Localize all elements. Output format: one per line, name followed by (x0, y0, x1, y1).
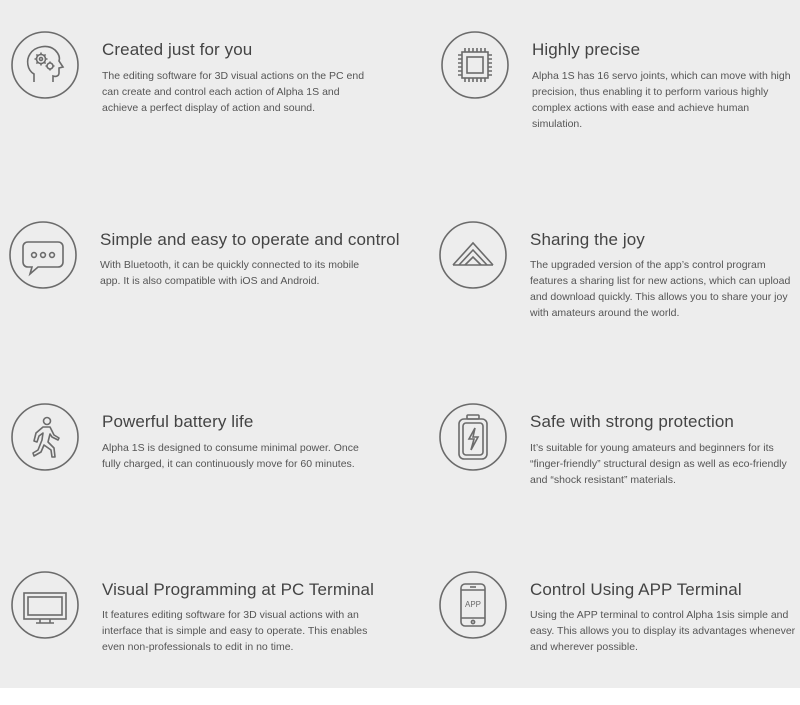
feature-title: Safe with strong protection (530, 412, 734, 431)
chat-bubble-icon (8, 220, 78, 290)
feature-title: Created just for you (102, 40, 253, 59)
feature-description: The editing software for 3D visual actions on the PC end can create and control each action of Alpha 1S and achieve a perfect display of action and sound. (102, 70, 365, 114)
feature-title: Control Using APP Terminal (530, 580, 742, 599)
feature-description: It features editing software for 3D visual actions with an interface that is simple and easy to operate. This enables even non-professionals to edit in no time. (102, 609, 368, 653)
app-icon-label: APP (464, 600, 482, 609)
feature-title: Simple and easy to operate and control (100, 230, 400, 249)
chip-icon (440, 30, 510, 100)
brain-gears-icon (10, 30, 80, 100)
feature-title: Highly precise (532, 40, 641, 59)
feature-description: It’s suitable for young amateurs and beginners for its “finger-friendly” structural design as well as eco-friendly and “shock resistant” materials. (530, 442, 787, 486)
monitor-icon (10, 570, 80, 640)
phone-app-icon (438, 570, 508, 640)
feature-description: Using the APP terminal to control Alpha 1sis simple and easy. This allows you to display its advantages whenever and wherever possible. (530, 609, 796, 653)
feature-title: Visual Programming at PC Terminal (102, 580, 374, 599)
feature-description: Alpha 1S is designed to consume minimal power. Once fully charged, it can continuously move for 60 minutes. (102, 442, 359, 470)
battery-shield-icon (438, 402, 508, 472)
walking-person-icon (10, 402, 80, 472)
feature-description: With Bluetooth, it can be quickly connected to its mobile app. It is also compatible with iOS and Android. (100, 259, 360, 287)
share-triangle-icon (438, 220, 508, 290)
feature-description: Alpha 1S has 16 servo joints, which can move with high precision, thus enabling it to perform various highly complex actions with ease and achieve human simulation. (532, 70, 791, 130)
feature-description: The upgraded version of the app’s control program features a sharing list for new actions, which can upload and download quickly. This allows you to share your joy with amateurs around the world. (530, 259, 791, 319)
feature-title: Sharing the joy (530, 230, 645, 249)
feature-title: Powerful battery life (102, 412, 254, 431)
